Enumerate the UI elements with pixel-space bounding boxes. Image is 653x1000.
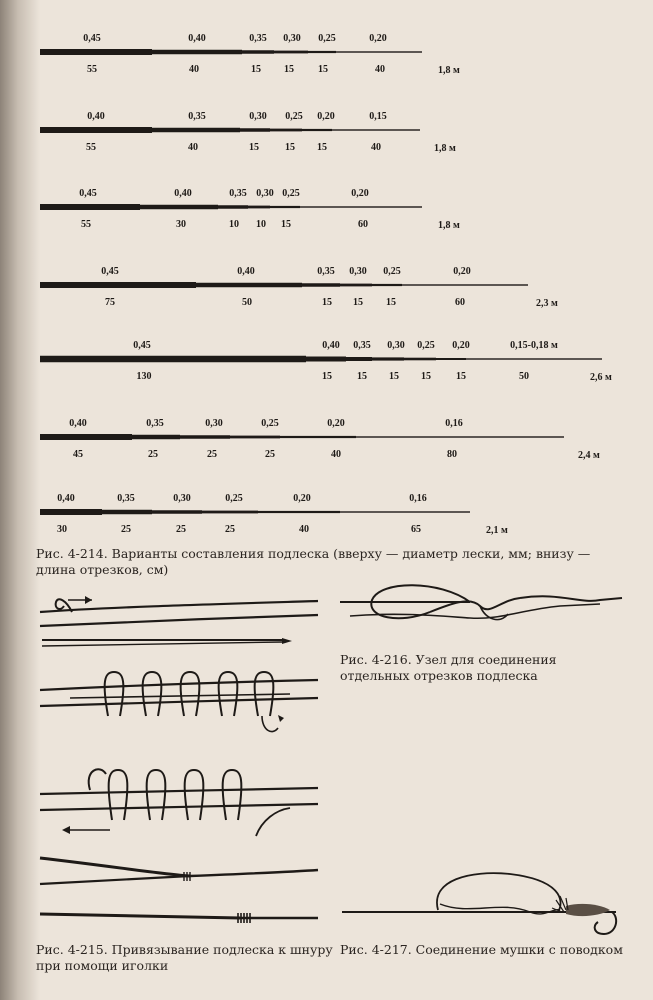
diameter-label: 0,30	[249, 111, 267, 122]
diameter-label: 0,25	[417, 340, 435, 351]
total-length-label: 1,8 м	[438, 65, 460, 76]
total-length-label: 2,3 м	[536, 298, 558, 309]
diameter-label: 0,35	[249, 33, 267, 44]
diameter-label: 0,25	[282, 188, 300, 199]
diameter-label: 0,30	[283, 33, 301, 44]
length-label: 50	[242, 297, 252, 308]
diameter-label: 0,40	[322, 340, 340, 351]
length-label: 40	[188, 142, 198, 153]
diameter-label: 0,20	[452, 340, 470, 351]
length-label: 15	[322, 371, 332, 382]
length-label: 15	[386, 297, 396, 308]
diameter-label: 0,20	[293, 493, 311, 504]
length-label: 15	[357, 371, 367, 382]
diameter-label: 0,30	[387, 340, 405, 351]
diameter-label: 0,35	[317, 266, 335, 277]
diameter-label: 0,35	[353, 340, 371, 351]
length-label: 15	[249, 142, 259, 153]
total-length-label: 2,4 м	[578, 450, 600, 461]
length-label: 10	[229, 219, 239, 230]
length-label: 80	[447, 449, 457, 460]
length-label: 25	[207, 449, 217, 460]
length-label: 130	[136, 371, 152, 382]
length-label: 15	[389, 371, 399, 382]
length-label: 10	[256, 219, 266, 230]
length-label: 65	[411, 524, 421, 535]
length-label: 55	[81, 219, 91, 230]
diameter-label: 0,20	[453, 266, 471, 277]
length-label: 45	[73, 449, 83, 460]
length-label: 15	[317, 142, 327, 153]
diameter-label: 0,16	[445, 418, 463, 429]
diameter-label: 0,35	[188, 111, 206, 122]
diameter-label: 0,25	[318, 33, 336, 44]
total-length-label: 2,6 м	[590, 372, 612, 383]
length-label: 40	[371, 142, 381, 153]
length-label: 15	[322, 297, 332, 308]
diameter-label: 0,40	[69, 418, 87, 429]
length-label: 40	[189, 64, 199, 75]
diameter-label: 0,20	[327, 418, 345, 429]
diameter-label: 0,45	[133, 340, 151, 351]
diameter-label: 0,45	[83, 33, 101, 44]
diameter-label: 0,35	[117, 493, 135, 504]
diameter-label: 0,20	[317, 111, 335, 122]
diameter-label: 0,40	[174, 188, 192, 199]
length-label: 55	[87, 64, 97, 75]
length-label: 40	[299, 524, 309, 535]
length-label: 15	[285, 142, 295, 153]
length-label: 25	[148, 449, 158, 460]
diameter-label: 0,30	[256, 188, 274, 199]
length-label: 25	[176, 524, 186, 535]
length-label: 15	[281, 219, 291, 230]
length-label: 30	[176, 219, 186, 230]
diameter-label: 0,40	[237, 266, 255, 277]
length-label: 15	[353, 297, 363, 308]
diameter-label: 0,20	[369, 33, 387, 44]
diameter-label: 0,30	[349, 266, 367, 277]
diameter-label: 0,15-0,18 м	[510, 340, 558, 351]
length-label: 15	[456, 371, 466, 382]
diameter-label: 0,40	[188, 33, 206, 44]
caption-fig-4-216: Рис. 4-216. Узел для соединения отдельных отрезков подлеска	[340, 652, 557, 683]
diameter-label: 0,45	[101, 266, 119, 277]
length-label: 40	[331, 449, 341, 460]
diameter-label: 0,25	[285, 111, 303, 122]
length-label: 50	[519, 371, 529, 382]
length-label: 75	[105, 297, 115, 308]
total-length-label: 2,1 м	[486, 525, 508, 536]
length-label: 15	[421, 371, 431, 382]
diameter-label: 0,35	[229, 188, 247, 199]
length-label: 15	[318, 64, 328, 75]
length-label: 60	[455, 297, 465, 308]
diameter-label: 0,20	[351, 188, 369, 199]
total-length-label: 1,8 м	[434, 143, 456, 154]
total-length-label: 1,8 м	[438, 220, 460, 231]
length-label: 60	[358, 219, 368, 230]
length-label: 25	[265, 449, 275, 460]
diameter-label: 0,15	[369, 111, 387, 122]
fly-hook-icon	[552, 896, 616, 934]
diameter-label: 0,25	[261, 418, 279, 429]
diameter-label: 0,25	[383, 266, 401, 277]
caption-fig-4-214: Рис. 4-214. Варианты составления подлеска (вверху — диаметр лески, мм; внизу — длина отрезков, см)	[36, 546, 591, 577]
caption-fig-4-215: Рис. 4-215. Привязывание подлеска к шнуру при помощи иголки	[36, 942, 333, 973]
diameter-label: 0,25	[225, 493, 243, 504]
length-label: 25	[225, 524, 235, 535]
diameter-label: 0,45	[79, 188, 97, 199]
diameter-label: 0,30	[205, 418, 223, 429]
length-label: 15	[251, 64, 261, 75]
diameter-label: 0,35	[146, 418, 164, 429]
length-label: 30	[57, 524, 67, 535]
diameter-label: 0,40	[57, 493, 75, 504]
length-label: 25	[121, 524, 131, 535]
length-label: 55	[86, 142, 96, 153]
diameter-label: 0,40	[87, 111, 105, 122]
caption-fig-4-217: Рис. 4-217. Соединение мушки с поводком	[340, 942, 623, 957]
diameter-label: 0,16	[409, 493, 427, 504]
length-label: 15	[284, 64, 294, 75]
length-label: 40	[375, 64, 385, 75]
diameter-label: 0,30	[173, 493, 191, 504]
